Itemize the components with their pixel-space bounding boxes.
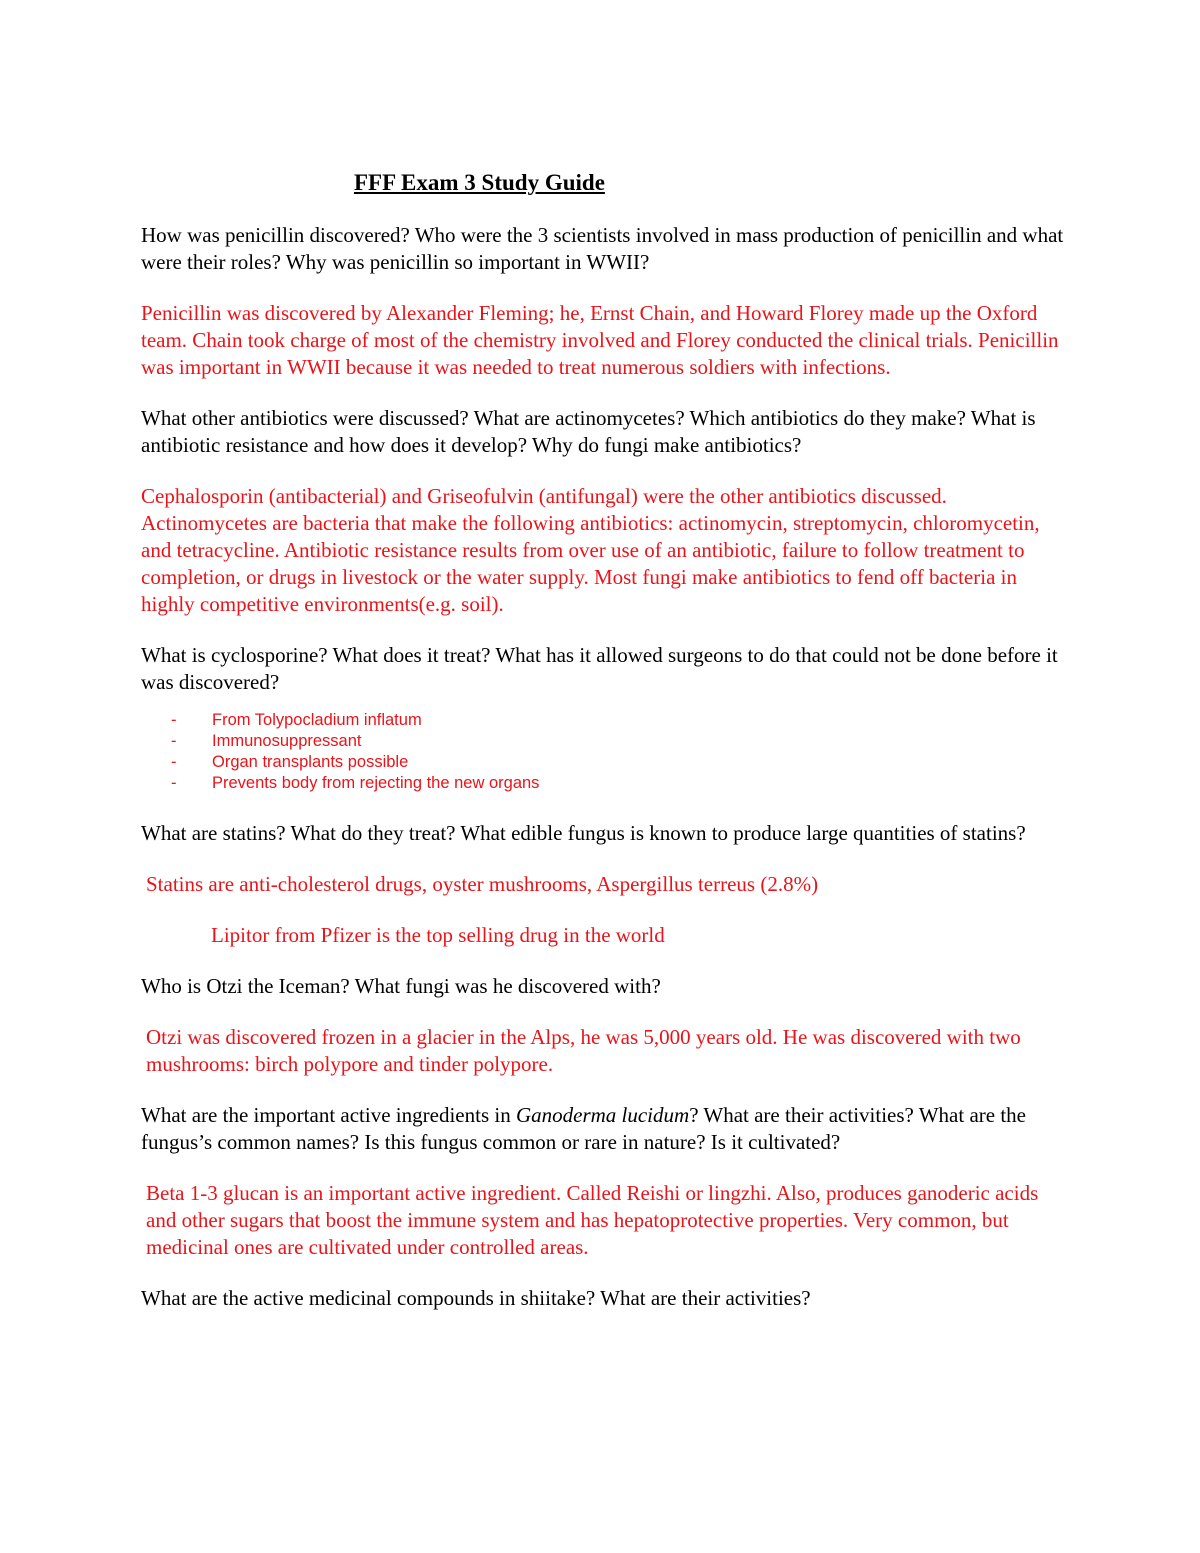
list-item: - Prevents body from rejecting the new organs <box>171 774 540 792</box>
bullet-marker: - <box>171 774 177 792</box>
list-item: - From Tolypocladium inflatum <box>171 711 422 729</box>
answer-statins-lipitor: Lipitor from Pfizer is the top selling drug in the world <box>211 923 665 947</box>
species-name: Ganoderma lucidum <box>515 1103 690 1127</box>
bullet-marker: - <box>171 753 177 771</box>
question-penicillin: How was penicillin discovered? Who were the 3 scientists involved in mass production of penicillin and what were their roles? Why was penicillin so important in WWII? <box>141 223 1064 274</box>
question-otzi: Who is Otzi the Iceman? What fungi was he discovered with? <box>141 974 661 998</box>
question-statins: What are statins? What do they treat? What edible fungus is known to produce large quantities of statins? <box>141 821 1026 845</box>
question-cyclosporine: What is cyclosporine? What does it treat? What has it allowed surgeons to do that could not be done before it was discovered? <box>141 643 1058 694</box>
page-title: FFF Exam 3 Study Guide <box>354 170 605 195</box>
answer-ganoderma: Beta 1-3 glucan is an important active ingredient. Called Reishi or lingzhi. Also, produces ganoderic acids and other sugars that boost the immune system and has hepatoprotective properties. Very common, but medicinal ones are cultivated under controlled areas. <box>146 1181 1039 1259</box>
answer-cyclosporine-list <box>171 710 1066 794</box>
answer-statins: Statins are anti-cholesterol drugs, oyster mushrooms, Aspergillus terreus (2.8%) <box>146 872 819 896</box>
answer-otzi: Otzi was discovered frozen in a glacier in the Alps, he was 5,000 years old. He was discovered with two mushrooms: birch polypore and tinder polypore. <box>146 1025 1021 1076</box>
list-item: - Immunosuppressant <box>171 732 362 750</box>
bullet-marker: - <box>171 732 177 750</box>
list-item: - Organ transplants possible <box>171 753 409 771</box>
answer-penicillin: Penicillin was discovered by Alexander Fleming; he, Ernst Chain, and Howard Florey made up the Oxford team. Chain took charge of most of the chemistry involved and Florey conducted the clinical trials. Penicillin was important in WWII because it was needed to treat numerous soldiers with infections. <box>141 301 1059 379</box>
answer-antibiotics: Cephalosporin (antibacterial) and Griseofulvin (antifungal) were the other antibiotics discussed. Actinomycetes are bacteria that make the following antibiotics: actinomycin, streptomycin, chloromycetin, and tetracycline. Antibiotic resistance results from over use of an antibiotic, failure to follow treatment to completion, or drugs in livestock or the water supply. Most fungi make antibiotics to fend off bacteria in highly competitive environments(e.g. soil). <box>141 484 1040 616</box>
bullet-marker: - <box>171 711 177 729</box>
question-shiitake: What are the active medicinal compounds in shiitake? What are their activities? <box>141 1286 811 1310</box>
question-antibiotics: What other antibiotics were discussed? What are actinomycetes? Which antibiotics do they make? What is antibiotic resistance and how does it develop? Why do fungi make antibiotics? <box>141 406 1036 457</box>
document-body <box>141 168 1066 1336</box>
question-ganoderma: What are the important active ingredients in Ganoderma lucidum? What are their activities? What are the fungus’s common names? Is this fungus common or rare in nature? Is it cultivated? <box>141 1103 1026 1154</box>
